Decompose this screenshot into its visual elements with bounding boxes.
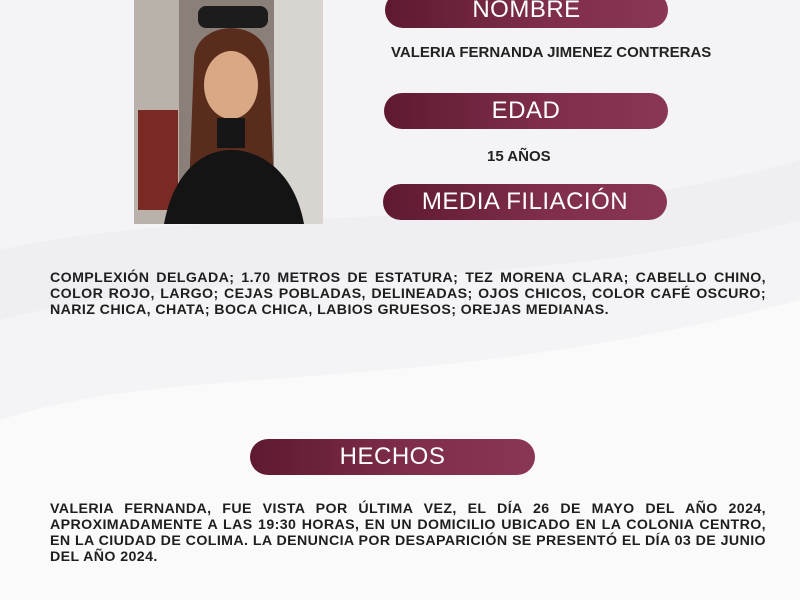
hechos-label: HECHOS: [339, 443, 446, 470]
nombre-heading: [385, 0, 668, 28]
media-filiacion-heading: [383, 184, 667, 220]
hechos-text: VALERIA FERNANDA, FUE VISTA POR ÚLTIMA VEZ, EL DÍA 26 DE MAYO DEL AÑO 2024, APROXIMADAMENTE A LAS 19:30 HORAS, EN UN DOMICILIO UBICADO EN LA COLONIA CENTRO, EN LA CIUDAD DE COLIMA. LA DENUNCIA POR DESAPARICIÓN SE PRESENTÓ EL DÍA 03 DE JUNIO DEL AÑO 2024.: [50, 501, 766, 565]
edad-value: 15 AÑOS: [487, 148, 551, 165]
edad-heading: [384, 93, 668, 129]
nombre-label: NOMBRE: [472, 0, 581, 23]
portrait-image: [134, 0, 323, 224]
hechos-heading: [250, 439, 535, 475]
media-filiacion-text: COMPLEXIÓN DELGADA; 1.70 METROS DE ESTATURA; TEZ MORENA CLARA; CABELLO CHINO, COLOR ROJO, LARGO; CEJAS POBLADAS, DELINEADAS; OJOS CHICOS, COLOR CAFÉ OSCURO; NARIZ CHICA, CHATA; BOCA CHICA, LABIOS GRUESOS; OREJAS MEDIANAS.: [50, 270, 766, 318]
media-filiacion-label: MEDIA FILIACIÓN: [421, 188, 629, 215]
missing-person-photo: [134, 0, 323, 224]
edad-label: EDAD: [491, 97, 561, 124]
nombre-value: VALERIA FERNANDA JIMENEZ CONTRERAS: [391, 44, 712, 61]
